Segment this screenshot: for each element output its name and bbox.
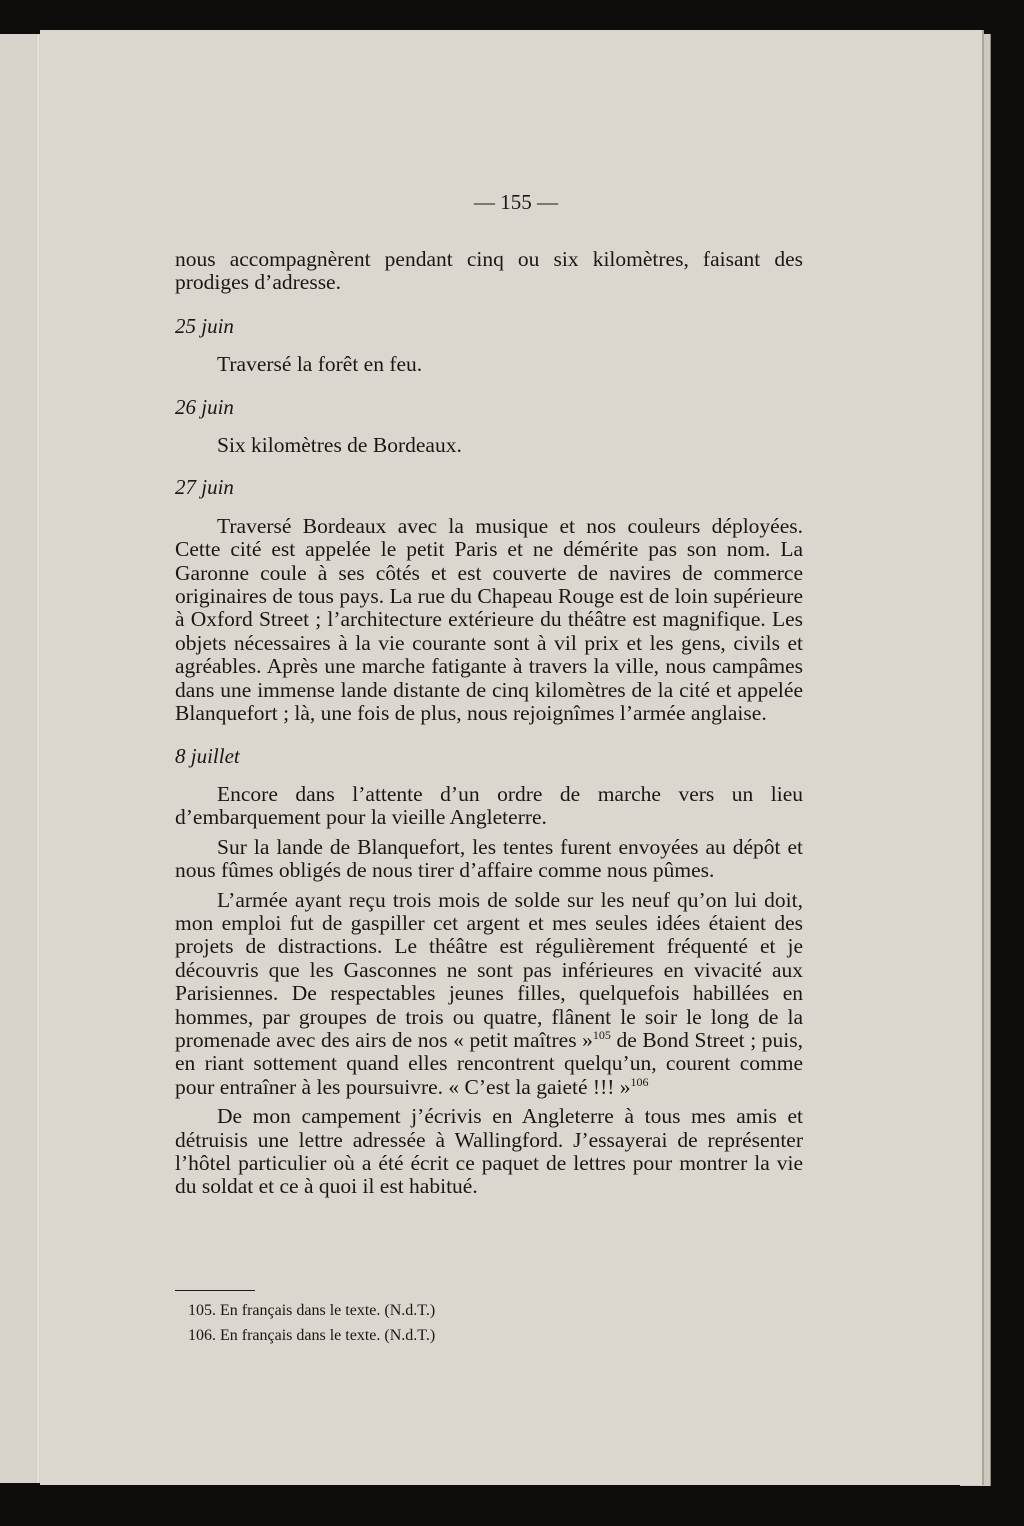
- footnote-105: 105. En français dans le texte. (N.d.T.): [188, 1302, 436, 1319]
- footnote-separator: [175, 1290, 255, 1291]
- paragraph-campement: De mon campement j’écrivis en Angleterre à tous mes amis et détruisis une lettre adressée à Wallingford. J’essayerai de représenter l’hôtel particulier où a été écrit ce paquet de lettres pour montrer la vie du soldat et ce à quoi il est habitué.: [175, 1104, 803, 1199]
- entry-text-27-juin: Traversé Bordeaux avec la musique et nos couleurs déployées. Cette cité est appelée le petit Paris et ne démérite pas son nom. La Garonne coule à ses côtés et est couverte de navires de commerce originaires de tous pays. La rue du Chapeau Rouge est de loin supérieure à Oxford Street ; l’architecture extérieure du théâtre est magnifique. Les objets nécessaires à la vie courante sont à vil prix et les gens, civils et agréables. Après une marche fatigante à travers la ville, nous campâmes dans une immense lande distante de cinq kilomètres de la cité et appelée Blanquefort ; là, une fois de plus, nous rejoignîmes l’armée anglaise.: [175, 513, 803, 726]
- entry-date-25-juin: 25 juin: [175, 313, 234, 338]
- paragraph-solde: [175, 889, 803, 1100]
- opening-paragraph: nous accompagnèrent pendant cinq ou six kilomètres, faisant des prodiges d’adresse.: [175, 247, 803, 295]
- paragraph-embarquement: Encore dans l’attente d’un ordre de marche vers un lieu d’embarquement pour la vieille Angleterre.: [175, 781, 803, 830]
- footnote-106: 106. En français dans le texte. (N.d.T.): [188, 1327, 436, 1344]
- paragraph-solde-part1: L’armée ayant reçu trois mois de solde sur les neuf qu’on lui doit, mon emploi fut de gaspiller cet argent et mes seules idées étaient des projets de distractions. Le théâtre est régulièrement fréquenté et je découvris que les Gasconnes ne sont pas inférieures en vivacité aux Parisiennes. De respectables jeunes filles, quelquefois habillées en hommes, par groupes de trois ou quatre, flânent le soir le long de la promenade avec des airs de nos « petit maîtres »: [175, 887, 803, 1052]
- left-page-edge: [0, 34, 38, 1483]
- paragraph-blanquefort: Sur la lande de Blanquefort, les tentes furent envoyées au dépôt et nous fûmes obligés de nous tirer d’affaire comme nous pûmes.: [175, 834, 803, 883]
- paragraph-solde-part2: de Bond Street ; puis, en riant sottement quand elles rencontrent quelqu’un, courent comme pour entraîner à les poursuivre. « C’est la gaieté !!! »: [175, 1027, 803, 1099]
- footnote-ref-105[interactable]: 105: [592, 1027, 611, 1042]
- footnote-ref-106[interactable]: 106: [630, 1074, 649, 1089]
- page-body: [175, 248, 803, 1199]
- page-number: — 155 —: [474, 190, 558, 214]
- entry-date-8-juillet: 8 juillet: [175, 743, 240, 768]
- footnotes: [188, 1298, 435, 1348]
- entry-text-26-juin: Six kilomètres de Bordeaux.: [217, 433, 462, 458]
- entry-date-26-juin: 26 juin: [175, 394, 234, 419]
- entry-text-25-juin: Traversé la forêt en feu.: [217, 352, 423, 377]
- entry-date-27-juin: 27 juin: [175, 475, 234, 500]
- book-page: [40, 30, 982, 1485]
